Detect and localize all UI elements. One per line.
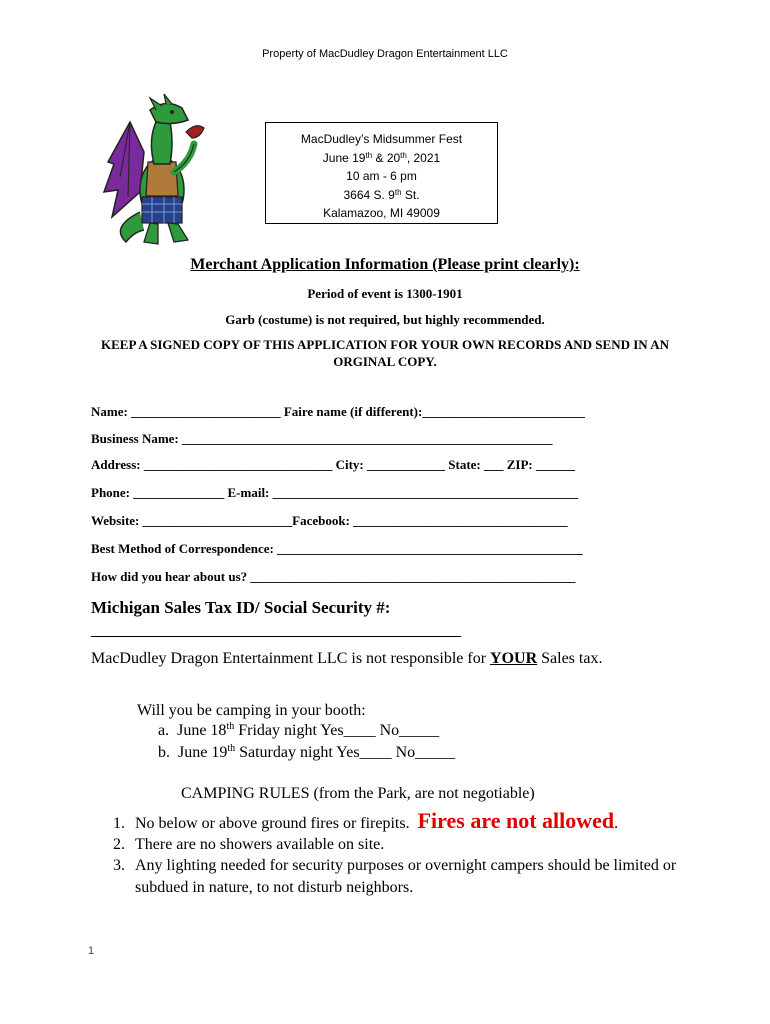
page-number: 1 xyxy=(88,945,95,957)
camping-rule-3: 3. Any lighting needed for security purposes or overnight campers should be limited or subdued in nature, to not disturb neighbors. xyxy=(113,857,677,896)
camping-rules-title: CAMPING RULES (from the Park, are not negotiable) xyxy=(181,785,535,802)
camping-rule-2: 2. There are no showers available on site. xyxy=(113,836,385,853)
event-info-box xyxy=(265,122,498,224)
garb-note: Garb (costume) is not required, but highly recommended. xyxy=(225,312,545,327)
sales-tax-heading: Michigan Sales Tax ID/ Social Security #: xyxy=(91,598,391,617)
dragon-logo xyxy=(100,92,220,252)
address-field[interactable]: Address: _____________________________ City: ____________ State: ___ ZIP: ______ xyxy=(91,457,575,472)
event-hours: 10 am - 6 pm xyxy=(346,169,417,183)
camping-option-friday[interactable]: a. June 18th Friday night Yes____ No_____ xyxy=(158,721,440,739)
correspondence-field[interactable]: Best Method of Correspondence: _______________________________________________ xyxy=(91,541,583,556)
property-header: Property of MacDudley Dragon Entertainment LLC xyxy=(262,48,508,60)
event-date: June 19th & 20th, 2021 xyxy=(322,150,441,165)
camping-rule-1: 1. No below or above ground fires or firepits. Fires are not allowed. xyxy=(113,808,619,833)
sales-tax-notice: MacDudley Dragon Entertainment LLC is not responsible for YOUR Sales tax. xyxy=(91,650,603,667)
sales-tax-input-line[interactable] xyxy=(91,622,461,637)
form-title: Merchant Application Information (Please print clearly): xyxy=(190,256,580,273)
fires-not-allowed: Fires are not allowed xyxy=(417,808,615,833)
event-name: MacDudley’s Midsummer Fest xyxy=(300,132,463,146)
event-city: Kalamazoo, MI 49009 xyxy=(323,206,440,220)
period-note: Period of event is 1300-1901 xyxy=(307,286,463,301)
camping-question: Will you be camping in your booth: xyxy=(137,702,366,719)
referral-field[interactable]: How did you hear about us? __________________________________________________ xyxy=(91,569,576,584)
phone-email-field[interactable]: Phone: ______________ E-mail: _______________________________________________ xyxy=(91,485,579,500)
dragon-illustration xyxy=(100,92,220,252)
name-field[interactable]: Name: _______________________ Faire name (if different):_________________________ xyxy=(91,404,585,419)
camping-option-saturday[interactable]: b. June 19th Saturday night Yes____ No_____ xyxy=(158,743,456,761)
keep-copy-note: KEEP A SIGNED COPY OF THIS APPLICATION FOR YOUR OWN RECORDS AND SEND IN AN ORGINAL COPY. xyxy=(101,337,669,369)
business-name-field[interactable]: Business Name: _________________________________________________________ xyxy=(91,431,553,446)
event-street: 3664 S. 9th St. xyxy=(343,187,420,202)
website-facebook-field[interactable]: Website: _______________________Facebook: _________________________________ xyxy=(91,513,568,528)
